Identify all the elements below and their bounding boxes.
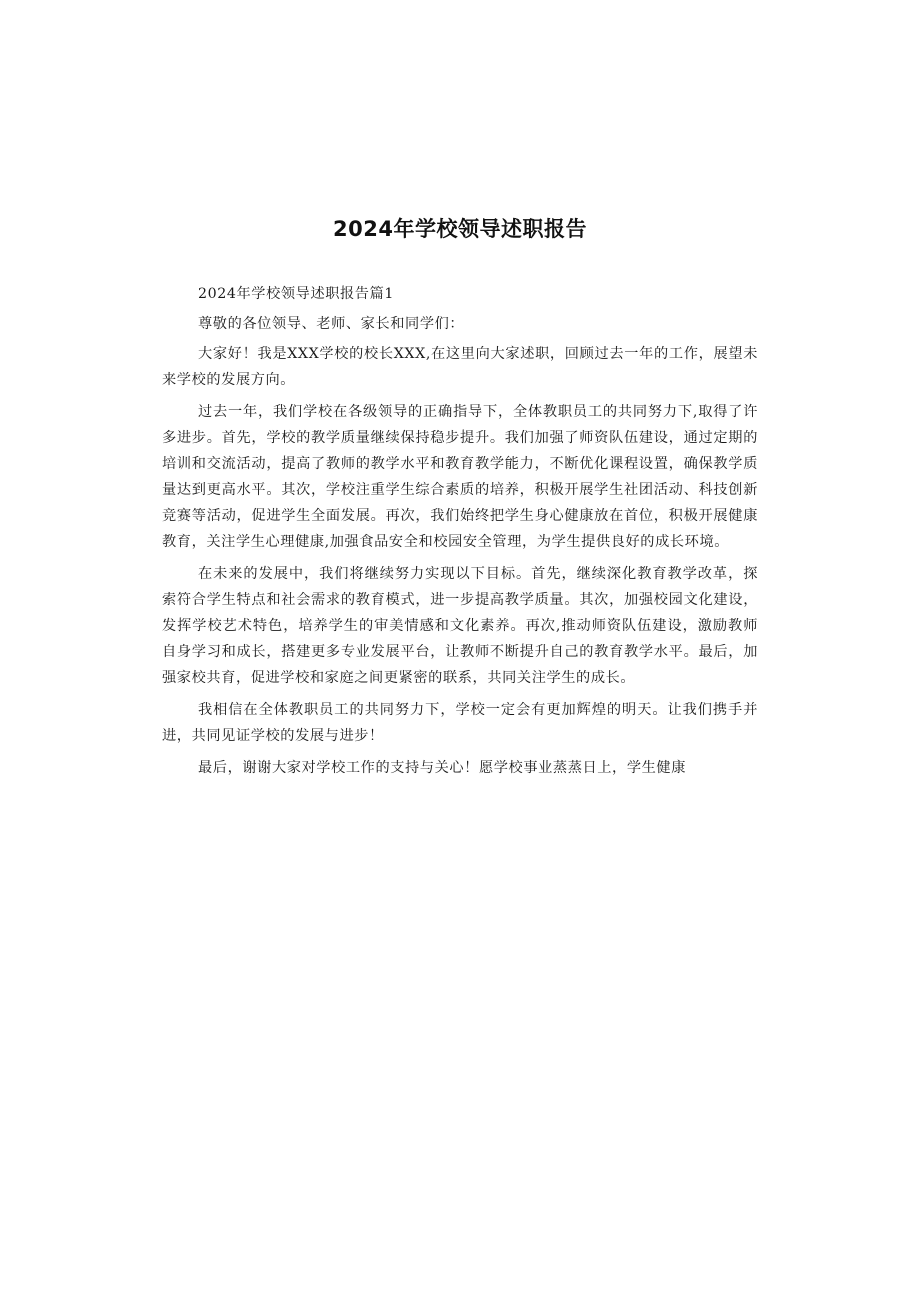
paragraph-greeting: 大家好！我是XXX学校的校长XXX,在这里向大家述职，回顾过去一年的工作，展望未来学校的发展方向。: [162, 346, 758, 388]
salutation: 尊敬的各位领导、老师、家长和同学们：: [198, 316, 465, 332]
section-heading: 2024年学校领导述职报告篇1: [198, 286, 395, 302]
paragraph-past-year: 过去一年，我们学校在各级领导的正确指导下，全体教职员工的共同努力下,取得了许多进步。首先，学校的教学质量继续保持稳步提升。我们加强了师资队伍建设，通过定期的培训和交流活动，提高了教师的教学水平和教育教学能力，不断优化课程设置，确保教学质量达到更高水平。其次，学校注重学生综合素质的培养，积极开展学生社团活动、科技创新竞赛等活动，促进学生全面发展。再次，我们始终把学生身心健康放在首位，积极开展健康教育，关注学生心理健康,加强食品安全和校园安全管理，为学生提供良好的成长环境。: [162, 404, 758, 550]
paragraph-future-goals: 在未来的发展中，我们将继续努力实现以下目标。首先，继续深化教育教学改革，探索符合学生特点和社会需求的教育模式，进一步提高教学质量。其次，加强校园文化建设，发挥学校艺术特色，培养学生的审美情感和文化素养。再次,推动师资队伍建设，激励教师自身学习和成长，搭建更多专业发展平台，让教师不断提升自己的教育教学水平。最后，加强家校共育，促进学校和家庭之间更紧密的联系，共同关注学生的成长。: [162, 566, 758, 686]
paragraph-confidence: 我相信在全体教职员工的共同努力下，学校一定会有更加辉煌的明天。让我们携手并进，共同见证学校的发展与进步！: [162, 702, 758, 744]
document-title: 2024年学校领导述职报告: [333, 217, 587, 241]
document-body: [162, 281, 758, 787]
paragraph-closing: 最后，谢谢大家对学校工作的支持与关心！愿学校事业蒸蒸日上，学生健康: [198, 760, 686, 776]
